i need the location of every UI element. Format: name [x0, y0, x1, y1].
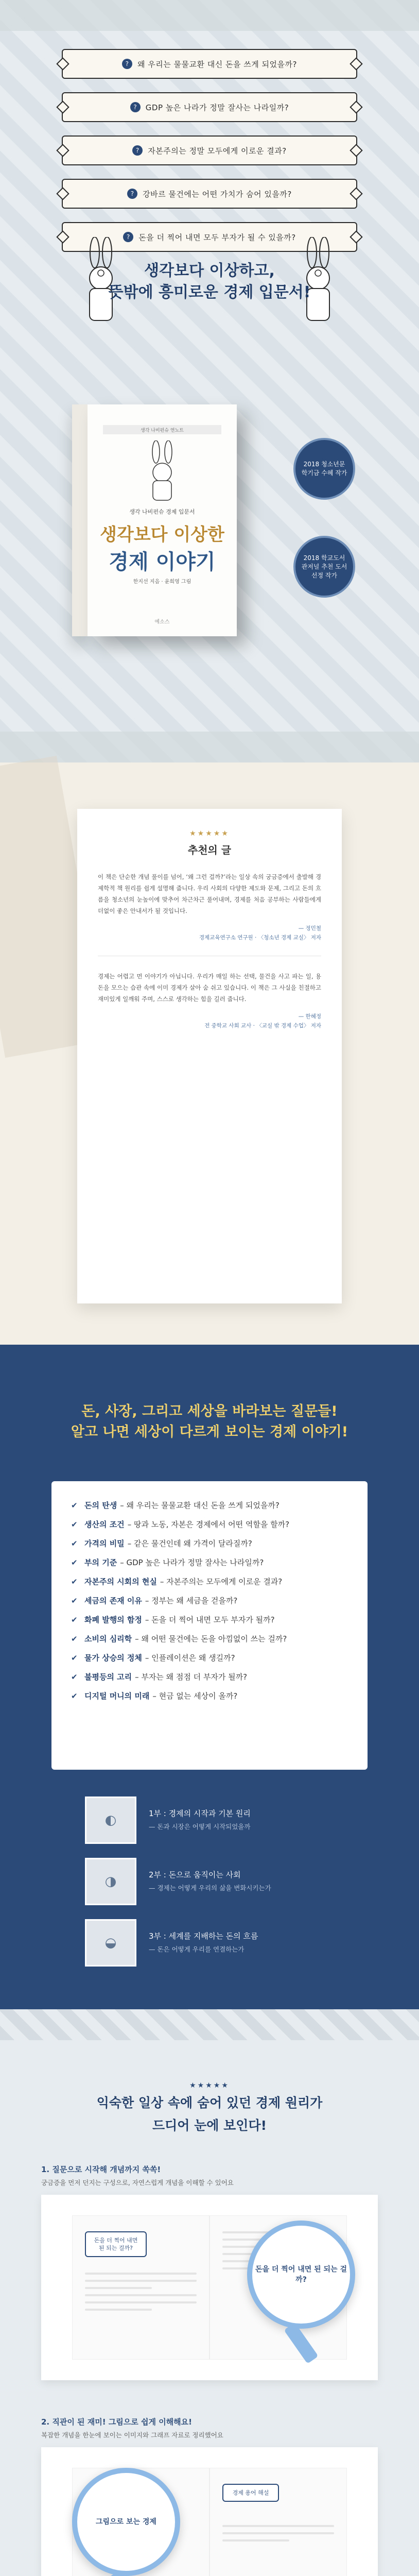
check-icon: ✔ [71, 1519, 78, 1529]
toc-row [71, 1610, 348, 1629]
toc-row [71, 1667, 348, 1686]
recommend-section [0, 762, 419, 1345]
stars-icon: ★★★★★ [189, 2081, 230, 2090]
toc-key: 돈의 탄생 [84, 1500, 117, 1510]
feature-item [41, 2416, 378, 2439]
feature-heading: 1. 질문으로 시작해 개념까지 쏙쏙! [41, 2165, 161, 2174]
part-title: 1부 : 경제의 시작과 기본 원리 [149, 1808, 251, 1818]
book-cover [88, 404, 237, 636]
toc-text: – 같은 물건인데 왜 가격이 달라질까? [127, 1538, 252, 1548]
question-text: 돈을 더 찍어 내면 모두 부자가 될 수 있을까? [138, 232, 296, 242]
book-page [210, 2468, 347, 2576]
check-icon: ✔ [71, 1615, 78, 1624]
toc-key: 부의 기준 [84, 1557, 117, 1567]
recommend-signature-role: 전 중학교 사회 교사 · 〈교실 밖 경제 수업〉 저자 [204, 1023, 321, 1029]
question-item [62, 179, 357, 209]
feature-heading: 2. 직관이 된 재미! 그림으로 쉽게 이해해요! [41, 2417, 192, 2427]
toc-key: 세금의 존재 이유 [84, 1596, 142, 1605]
check-icon: ✔ [71, 1596, 78, 1605]
toc-headline-line1: 돈, 사장, 그리고 세상을 바라보는 질문들! [81, 1403, 338, 1419]
part-subtitle: — 돈과 시장은 어떻게 시작되었을까 [149, 1822, 251, 1831]
award-badge: 2018 청소년문학기금 수혜 작가 [293, 438, 355, 500]
question-item [62, 49, 357, 79]
toc-text: – GDP 높은 나라가 정말 잘사는 나라일까? [120, 1557, 264, 1567]
book-author: 한지선 지음 · 윤희영 그림 [133, 579, 191, 585]
part-illustration-icon: ◑ [85, 1858, 136, 1905]
recommend-signature-name: — 한혜정 [298, 1013, 321, 1020]
part-item [85, 1916, 332, 1970]
feature-preview [41, 2447, 378, 2576]
part-title: 3부 : 세계를 지배하는 돈의 흐름 [149, 1931, 258, 1941]
recommend-signature-role: 경제교육연구소 연구원 · 〈청소년 경제 교실〉 저자 [199, 935, 321, 941]
question-list [62, 49, 357, 265]
recommend-paragraph: 경제는 어렵고 먼 이야기가 아닙니다. 우리가 매일 하는 선택, 물건을 사고 파는 일, 용돈을 모으는 습관 속에 이미 경제가 살아 숨 쉬고 있습니다. 이 책은 그 사실을 친절하고 재미있게 일깨워 주며, 스스로 생각하는 힘을 길러 줍니다. [98, 973, 321, 1003]
feature-item [41, 2164, 378, 2187]
book-page [72, 2215, 210, 2360]
book-top-label: 생각 나비펀슈 연노트 [103, 425, 221, 434]
toc-text: – 자본주의는 모두에게 이로운 결과? [160, 1577, 283, 1586]
question-mark-icon: ? [132, 145, 143, 156]
feature-desc: 궁금증을 먼저 던지는 구성으로, 자연스럽게 개념을 이해할 수 있어요 [41, 2179, 234, 2187]
question-item [62, 135, 357, 165]
toc-text: – 왜 우리는 물물교환 대신 돈을 쓰게 되었을까? [120, 1500, 280, 1510]
part-text [149, 1868, 271, 1895]
check-icon: ✔ [71, 1538, 78, 1548]
part-illustration-icon: ◐ [85, 1797, 136, 1844]
book-spine [72, 404, 88, 636]
recommend-paragraph: 이 책은 단순한 개념 풀이를 넘어, ‘왜 그런 걸까?’라는 일상 속의 궁금증에서 출발해 경제학적 책 원리를 쉽게 설명해 줍니다. 우리 사회의 다양한 제도와 문제, 그리고 돈의 흐름을 청소년의 눈높이에 맞추어 차근차근 풀어내며, 경제를 처음 공부하는 사람들에게 더없이 좋은 안내서가 될 것입니다. [98, 873, 321, 914]
toc-key: 소비의 심리학 [84, 1634, 132, 1643]
question-text: GDP 높은 나라가 정말 잘사는 나라일까? [145, 103, 289, 112]
question-item [62, 92, 357, 122]
toc-row [71, 1591, 348, 1610]
toc-text: – 땅과 노동, 자본은 경제에서 어떤 역할을 할까? [127, 1519, 290, 1529]
hero-bottom-strip [0, 732, 419, 762]
toc-headline [0, 1401, 419, 1443]
check-icon: ✔ [71, 1653, 78, 1663]
toc-text: – 왜 어떤 물건에는 돈을 아낌없이 쓰는 걸까? [135, 1634, 287, 1643]
recommend-card [77, 809, 342, 1303]
toc-key: 물가 상승의 정체 [84, 1653, 142, 1663]
toc-text: – 정부는 왜 세금을 걷을까? [145, 1596, 238, 1605]
question-text: 강바르 물건에는 어떤 가치가 숨어 있을까? [143, 189, 292, 199]
book-subtitle: 생각 나비펀슈 경제 입문서 [129, 509, 195, 515]
features-section [0, 2009, 419, 2576]
highlight-box: 경제 용어 해설 [222, 2484, 279, 2502]
part-subtitle: — 돈은 어떻게 우리를 연결하는가 [149, 1945, 245, 1953]
features-headline-line2: 드디어 눈에 보인다! [152, 2118, 267, 2133]
book-title-line2: 경제 이야기 [109, 550, 216, 574]
toc-row [71, 1572, 348, 1591]
features-headline-line1: 익숙한 일상 속에 숨어 있던 경제 원리가 [96, 2095, 323, 2110]
magnifier-icon: 그림으로 보는 경제 [72, 2468, 180, 2576]
award-badge: 2018 학교도서관저널 추천 도서 선정 작가 [293, 536, 355, 598]
question-text: 자본주의는 정말 모두에게 이로운 결과? [148, 146, 287, 156]
question-mark-icon: ? [127, 189, 137, 199]
feature-desc: 복잡한 개념을 한눈에 보이는 이미지와 그래프 자료로 정리했어요 [41, 2431, 223, 2439]
part-subtitle: — 경제는 어떻게 우리의 삶을 변화시키는가 [149, 1884, 271, 1892]
check-icon: ✔ [71, 1691, 78, 1701]
recommend-signature [98, 924, 321, 942]
part-item [85, 1854, 332, 1908]
book-publisher: 예소스 [154, 619, 170, 625]
question-mark-icon: ? [123, 232, 133, 242]
toc-row [71, 1553, 348, 1572]
feature-preview [41, 2195, 378, 2380]
recommend-signature-name: — 정민철 [298, 925, 321, 931]
check-icon: ✔ [71, 1672, 78, 1682]
hero-headline-line1: 생각보다 이상하고, [144, 262, 275, 280]
toc-key: 화폐 발행의 함정 [84, 1615, 142, 1624]
toc-row [71, 1686, 348, 1705]
toc-row [71, 1534, 348, 1553]
toc-key: 생산의 조건 [84, 1519, 125, 1529]
toc-text: – 인플레이션은 왜 생길까? [145, 1653, 235, 1663]
part-item [85, 1793, 332, 1847]
part-title: 2부 : 돈으로 움직이는 사회 [149, 1870, 241, 1879]
part-list [85, 1793, 332, 1977]
toc-key: 자본주의 시회의 현실 [84, 1577, 157, 1586]
question-mark-icon: ? [130, 102, 141, 112]
stars-icon: ★★★★★ [189, 829, 230, 838]
features-pattern-band [0, 2009, 419, 2040]
toc-key: 디지털 머니의 미래 [84, 1691, 150, 1701]
toc-card [51, 1481, 368, 1770]
toc-section [0, 1345, 419, 2009]
toc-key: 가격의 비밀 [84, 1538, 125, 1548]
toc-row [71, 1629, 348, 1648]
book-title-line1: 생각보다 이상한 [100, 524, 224, 545]
toc-text: – 현금 없는 세상이 올까? [152, 1691, 238, 1701]
book-title [88, 520, 237, 575]
magnifier-icon: 돈을 더 찍어 내면 된 되는 걸까? [247, 2221, 355, 2329]
hero-headline-line2: 뜻밖에 흥미로운 경제 입문서! [108, 283, 311, 301]
hero-headline [0, 260, 419, 303]
toc-row [71, 1648, 348, 1667]
recommend-title: 추천의 글 [187, 844, 232, 856]
toc-row [71, 1496, 348, 1515]
toc-row [71, 1515, 348, 1534]
check-icon: ✔ [71, 1557, 78, 1567]
toc-text: – 돈을 더 찍어 내면 모두 부자가 될까? [145, 1615, 275, 1624]
part-text [149, 1807, 251, 1834]
book-rabbit-icon [136, 440, 188, 502]
part-text [149, 1929, 258, 1956]
question-mark-icon: ? [122, 59, 132, 69]
toc-text: – 부자는 왜 점점 더 부자가 될까? [135, 1672, 248, 1682]
hero-top-strip [0, 0, 419, 31]
toc-key: 불평등의 고리 [84, 1672, 132, 1682]
toc-headline-line2: 알고 나면 세상이 다르게 보이는 경제 이야기! [71, 1424, 348, 1440]
part-illustration-icon: ◒ [85, 1919, 136, 1967]
highlight-box: 돈을 더 찍어 내면 된 되는 걸까? [85, 2231, 147, 2257]
features-headline [0, 2081, 419, 2135]
hero-section [0, 0, 419, 762]
check-icon: ✔ [71, 1634, 78, 1643]
recommend-signature [98, 1012, 321, 1030]
check-icon: ✔ [71, 1500, 78, 1510]
question-text: 왜 우리는 물물교환 대신 돈을 쓰게 되었을까? [137, 59, 297, 69]
check-icon: ✔ [71, 1577, 78, 1586]
